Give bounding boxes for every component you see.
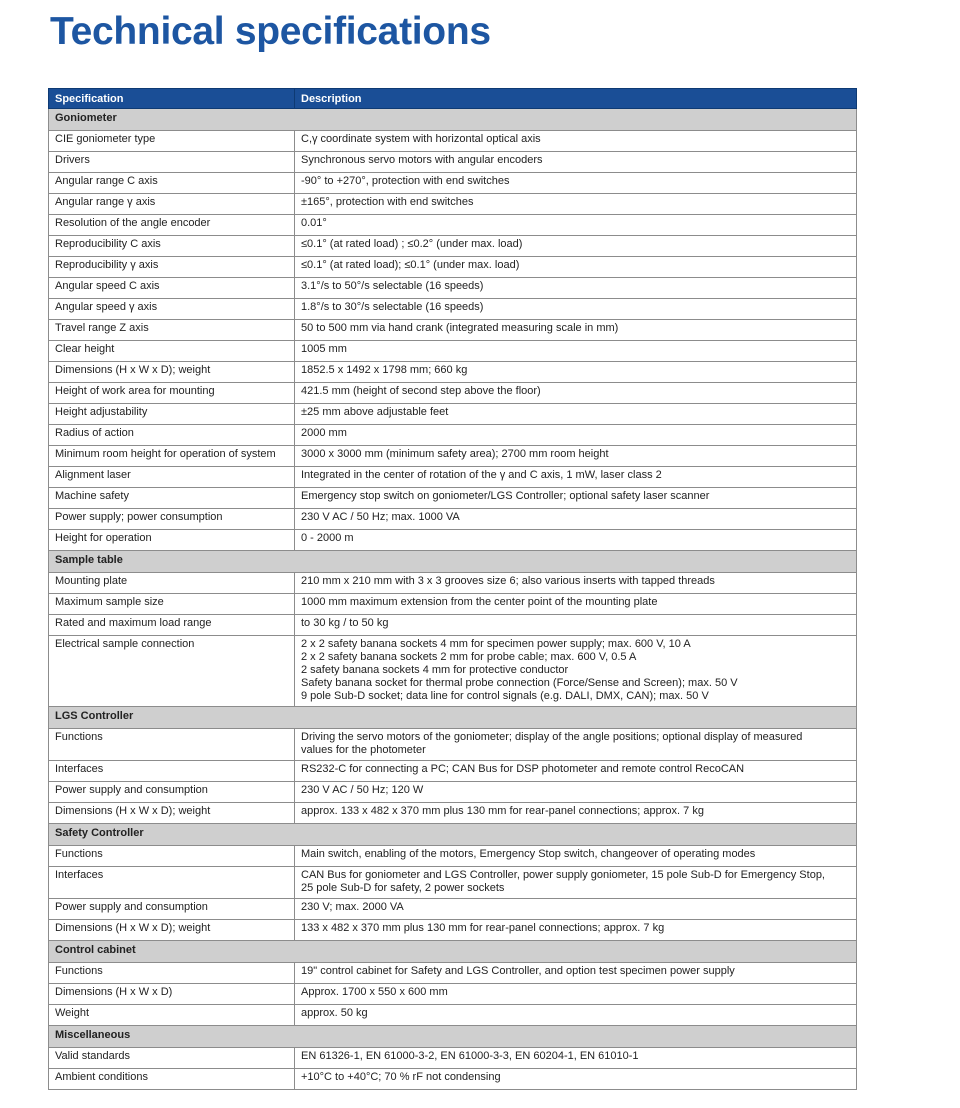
spec-name: Reproducibility γ axis — [49, 257, 295, 278]
spec-name: Height of work area for mounting — [49, 383, 295, 404]
table-row — [49, 278, 857, 299]
table-row — [49, 446, 857, 467]
spec-description: CAN Bus for goniometer and LGS Controller, power supply goniometer, 15 pole Sub-D for Emergency Stop, 25 pole Sub-D for safety, 2 power sockets — [295, 867, 857, 899]
table-row — [49, 1069, 857, 1090]
spec-description: 230 V; max. 2000 VA — [295, 899, 857, 920]
column-header-specification: Specification — [49, 89, 295, 109]
spec-description: ≤0.1° (at rated load); ≤0.1° (under max. load) — [295, 257, 857, 278]
spec-description: 3000 x 3000 mm (minimum safety area); 2700 mm room height — [295, 446, 857, 467]
spec-description: Synchronous servo motors with angular encoders — [295, 152, 857, 173]
table-row — [49, 782, 857, 803]
table-row — [49, 920, 857, 941]
section-title: LGS Controller — [49, 707, 857, 729]
spec-name: Dimensions (H x W x D); weight — [49, 803, 295, 824]
section-row — [49, 941, 857, 963]
spec-name: Drivers — [49, 152, 295, 173]
spec-description: 1.8°/s to 30°/s selectable (16 speeds) — [295, 299, 857, 320]
section-row — [49, 1026, 857, 1048]
spec-name: Weight — [49, 1005, 295, 1026]
section-title: Control cabinet — [49, 941, 857, 963]
table-row — [49, 899, 857, 920]
table-row — [49, 1005, 857, 1026]
spec-name: Interfaces — [49, 867, 295, 899]
spec-description: 2000 mm — [295, 425, 857, 446]
spec-name: Functions — [49, 963, 295, 984]
table-row — [49, 194, 857, 215]
table-row — [49, 636, 857, 707]
spec-description: Approx. 1700 x 550 x 600 mm — [295, 984, 857, 1005]
spec-description: Integrated in the center of rotation of the γ and C axis, 1 mW, laser class 2 — [295, 467, 857, 488]
section-title: Sample table — [49, 551, 857, 573]
spec-name: Dimensions (H x W x D); weight — [49, 920, 295, 941]
table-row — [49, 1048, 857, 1069]
spec-name: Ambient conditions — [49, 1069, 295, 1090]
spec-name: Angular speed γ axis — [49, 299, 295, 320]
spec-description: 230 V AC / 50 Hz; 120 W — [295, 782, 857, 803]
table-row — [49, 509, 857, 530]
spec-name: Functions — [49, 846, 295, 867]
spec-description: Emergency stop switch on goniometer/LGS Controller; optional safety laser scanner — [295, 488, 857, 509]
spec-name: CIE goniometer type — [49, 131, 295, 152]
spec-name: Angular range γ axis — [49, 194, 295, 215]
table-row — [49, 425, 857, 446]
section-row — [49, 551, 857, 573]
spec-name: Dimensions (H x W x D) — [49, 984, 295, 1005]
table-row — [49, 867, 857, 899]
spec-description: ±165°, protection with end switches — [295, 194, 857, 215]
spec-name: Machine safety — [49, 488, 295, 509]
page-title: Technical specifications — [50, 10, 491, 53]
spec-description: to 30 kg / to 50 kg — [295, 615, 857, 636]
table-row — [49, 488, 857, 509]
spec-description: +10°C to +40°C; 70 % rF not condensing — [295, 1069, 857, 1090]
table-row — [49, 404, 857, 425]
table-row — [49, 594, 857, 615]
spec-description: -90° to +270°, protection with end switches — [295, 173, 857, 194]
spec-description: C,γ coordinate system with horizontal optical axis — [295, 131, 857, 152]
table-row — [49, 615, 857, 636]
table-row — [49, 984, 857, 1005]
spec-name: Height adjustability — [49, 404, 295, 425]
table-row — [49, 341, 857, 362]
spec-name: Alignment laser — [49, 467, 295, 488]
table-row — [49, 761, 857, 782]
spec-name: Reproducibility C axis — [49, 236, 295, 257]
section-row — [49, 824, 857, 846]
section-title: Goniometer — [49, 109, 857, 131]
spec-description: RS232-C for connecting a PC; CAN Bus for DSP photometer and remote control RecoCAN — [295, 761, 857, 782]
table-row — [49, 299, 857, 320]
spec-name: Angular speed C axis — [49, 278, 295, 299]
table-row — [49, 215, 857, 236]
table-row — [49, 467, 857, 488]
table-row — [49, 530, 857, 551]
spec-description: EN 61326-1, EN 61000-3-2, EN 61000-3-3, EN 60204-1, EN 61010-1 — [295, 1048, 857, 1069]
spec-description: 50 to 500 mm via hand crank (integrated measuring scale in mm) — [295, 320, 857, 341]
spec-name: Maximum sample size — [49, 594, 295, 615]
spec-description: 230 V AC / 50 Hz; max. 1000 VA — [295, 509, 857, 530]
spec-description: 0 - 2000 m — [295, 530, 857, 551]
table-row — [49, 846, 857, 867]
spec-description: approx. 133 x 482 x 370 mm plus 130 mm for rear-panel connections; approx. 7 kg — [295, 803, 857, 824]
spec-name: Interfaces — [49, 761, 295, 782]
spec-name: Resolution of the angle encoder — [49, 215, 295, 236]
spec-name: Power supply; power consumption — [49, 509, 295, 530]
spec-description: 19" control cabinet for Safety and LGS Controller, and option test specimen power supply — [295, 963, 857, 984]
spec-description: 210 mm x 210 mm with 3 x 3 grooves size 6; also various inserts with tapped threads — [295, 573, 857, 594]
spec-description: 1852.5 x 1492 x 1798 mm; 660 kg — [295, 362, 857, 383]
spec-name: Functions — [49, 729, 295, 761]
section-title: Safety Controller — [49, 824, 857, 846]
spec-description: Driving the servo motors of the goniometer; display of the angle positions; optional display of measured values for the photometer — [295, 729, 857, 761]
table-row — [49, 236, 857, 257]
table-row — [49, 729, 857, 761]
section-row — [49, 109, 857, 131]
spec-name: Power supply and consumption — [49, 782, 295, 803]
spec-description: Main switch, enabling of the motors, Emergency Stop switch, changeover of operating modes — [295, 846, 857, 867]
spec-description: 133 x 482 x 370 mm plus 130 mm for rear-panel connections; approx. 7 kg — [295, 920, 857, 941]
spec-name: Power supply and consumption — [49, 899, 295, 920]
spec-name: Minimum room height for operation of system — [49, 446, 295, 467]
spec-name: Height for operation — [49, 530, 295, 551]
spec-name: Rated and maximum load range — [49, 615, 295, 636]
table-row — [49, 383, 857, 404]
spec-description: approx. 50 kg — [295, 1005, 857, 1026]
spec-table-body — [49, 109, 857, 1090]
spec-name: Mounting plate — [49, 573, 295, 594]
spec-name: Valid standards — [49, 1048, 295, 1069]
spec-name: Dimensions (H x W x D); weight — [49, 362, 295, 383]
spec-name: Travel range Z axis — [49, 320, 295, 341]
spec-name: Radius of action — [49, 425, 295, 446]
spec-name: Clear height — [49, 341, 295, 362]
table-row — [49, 573, 857, 594]
spec-description: 0.01° — [295, 215, 857, 236]
spec-description: 421.5 mm (height of second step above the floor) — [295, 383, 857, 404]
table-row — [49, 131, 857, 152]
spec-name: Electrical sample connection — [49, 636, 295, 707]
spec-name: Angular range C axis — [49, 173, 295, 194]
table-row — [49, 362, 857, 383]
spec-description: 3.1°/s to 50°/s selectable (16 speeds) — [295, 278, 857, 299]
table-row — [49, 173, 857, 194]
spec-description: 2 x 2 safety banana sockets 4 mm for specimen power supply; max. 600 V, 10 A 2 x 2 safety banana sockets 2 mm for probe cable; max. 600 V, 0.5 A 2 safety banana sockets 4 mm for protective conductor Safety banana socket for thermal probe connection (Force/Sense and Screen); max. 50 V 9 pole Sub-D socket; data line for control signals (e.g. DALI, DMX, CAN); max. 50 V — [295, 636, 857, 707]
table-row — [49, 320, 857, 341]
table-row — [49, 257, 857, 278]
spec-table — [48, 88, 857, 1090]
table-row — [49, 803, 857, 824]
column-header-description: Description — [295, 89, 857, 109]
section-title: Miscellaneous — [49, 1026, 857, 1048]
table-row — [49, 152, 857, 173]
table-row — [49, 963, 857, 984]
section-row — [49, 707, 857, 729]
spec-description: ≤0.1° (at rated load) ; ≤0.2° (under max. load) — [295, 236, 857, 257]
spec-description: 1005 mm — [295, 341, 857, 362]
spec-description: 1000 mm maximum extension from the center point of the mounting plate — [295, 594, 857, 615]
spec-description: ±25 mm above adjustable feet — [295, 404, 857, 425]
table-header-row — [49, 89, 857, 109]
